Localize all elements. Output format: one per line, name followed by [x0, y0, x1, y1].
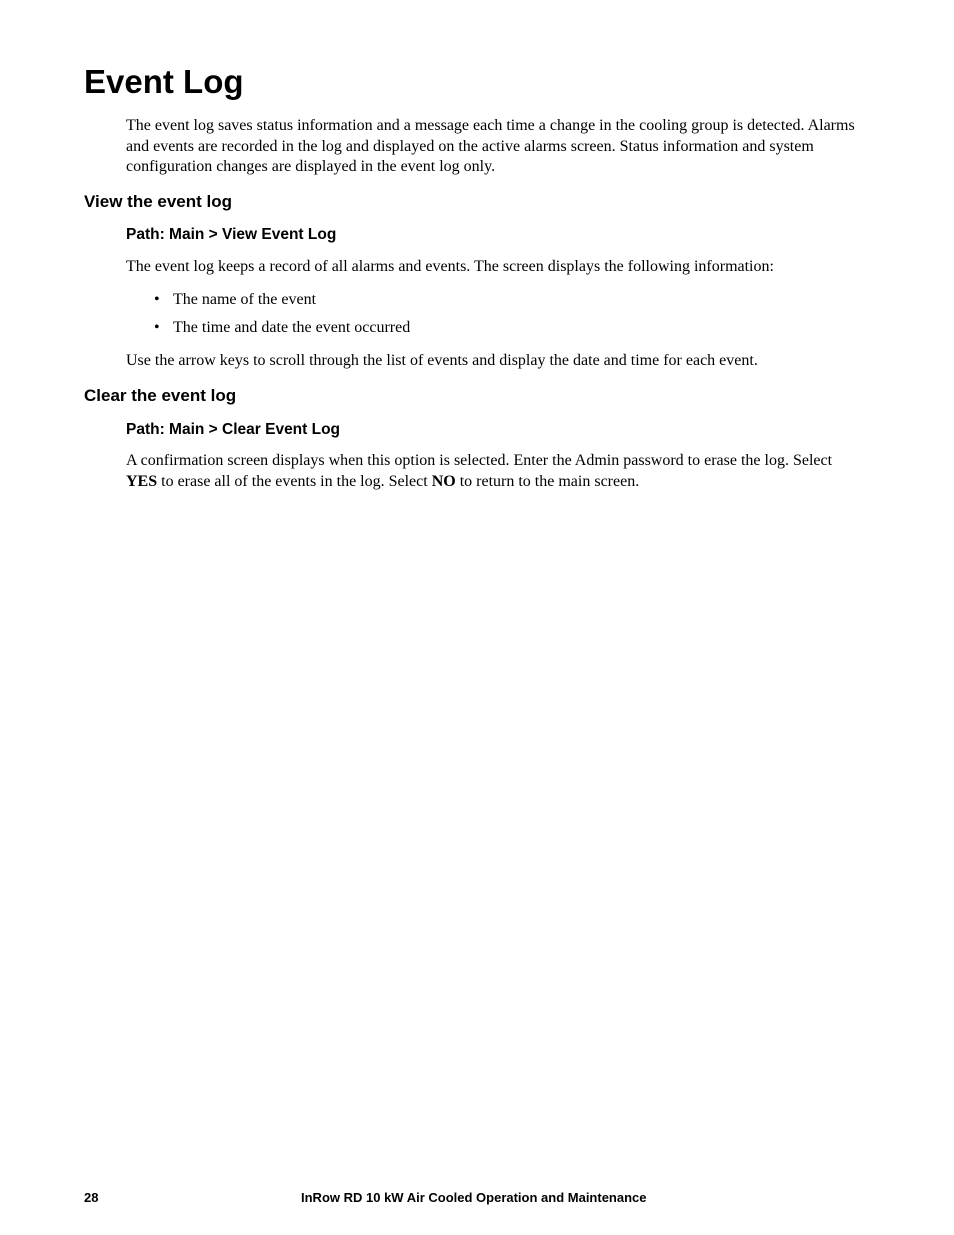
- list-item-text: The time and date the event occurred: [173, 319, 411, 336]
- no-keyword: NO: [431, 472, 456, 490]
- clear-text-part1: A confirmation screen displays when this option is selected. Enter the Admin password to erase the log. Select: [126, 452, 833, 469]
- view-event-log-heading: View the event log: [84, 192, 233, 211]
- clear-event-log-description: [126, 451, 846, 492]
- page-title: Event Log: [84, 63, 244, 100]
- clear-event-log-path: Path: Main > Clear Event Log: [126, 421, 341, 438]
- list-item: [154, 318, 410, 339]
- view-event-log-description: The event log keeps a record of all alarms and events. The screen displays the following information:: [126, 258, 774, 275]
- clear-event-log-heading: Clear the event log: [84, 386, 237, 405]
- clear-text-part3: to return to the main screen.: [455, 472, 640, 490]
- bullet-icon: •: [154, 319, 160, 336]
- clear-text-part2: to erase all of the events in the log. Select: [157, 472, 432, 490]
- bullet-icon: •: [154, 291, 160, 308]
- view-event-log-path: Path: Main > View Event Log: [126, 226, 337, 243]
- list-item: [154, 290, 316, 311]
- footer-document-title: InRow RD 10 kW Air Cooled Operation and Maintenance: [301, 1190, 647, 1205]
- intro-paragraph: The event log saves status information and a message each time a change in the cooling group is detected. Alarms and events are recorded in the log and displayed on the active alarms screen. Status information and system configuration changes are displayed in the event log only.: [126, 117, 855, 175]
- yes-keyword: YES: [126, 472, 158, 490]
- list-item-text: The name of the event: [173, 291, 317, 308]
- scroll-instructions: Use the arrow keys to scroll through the list of events and display the date and time for each event.: [126, 352, 758, 369]
- page-number: 28: [84, 1190, 99, 1205]
